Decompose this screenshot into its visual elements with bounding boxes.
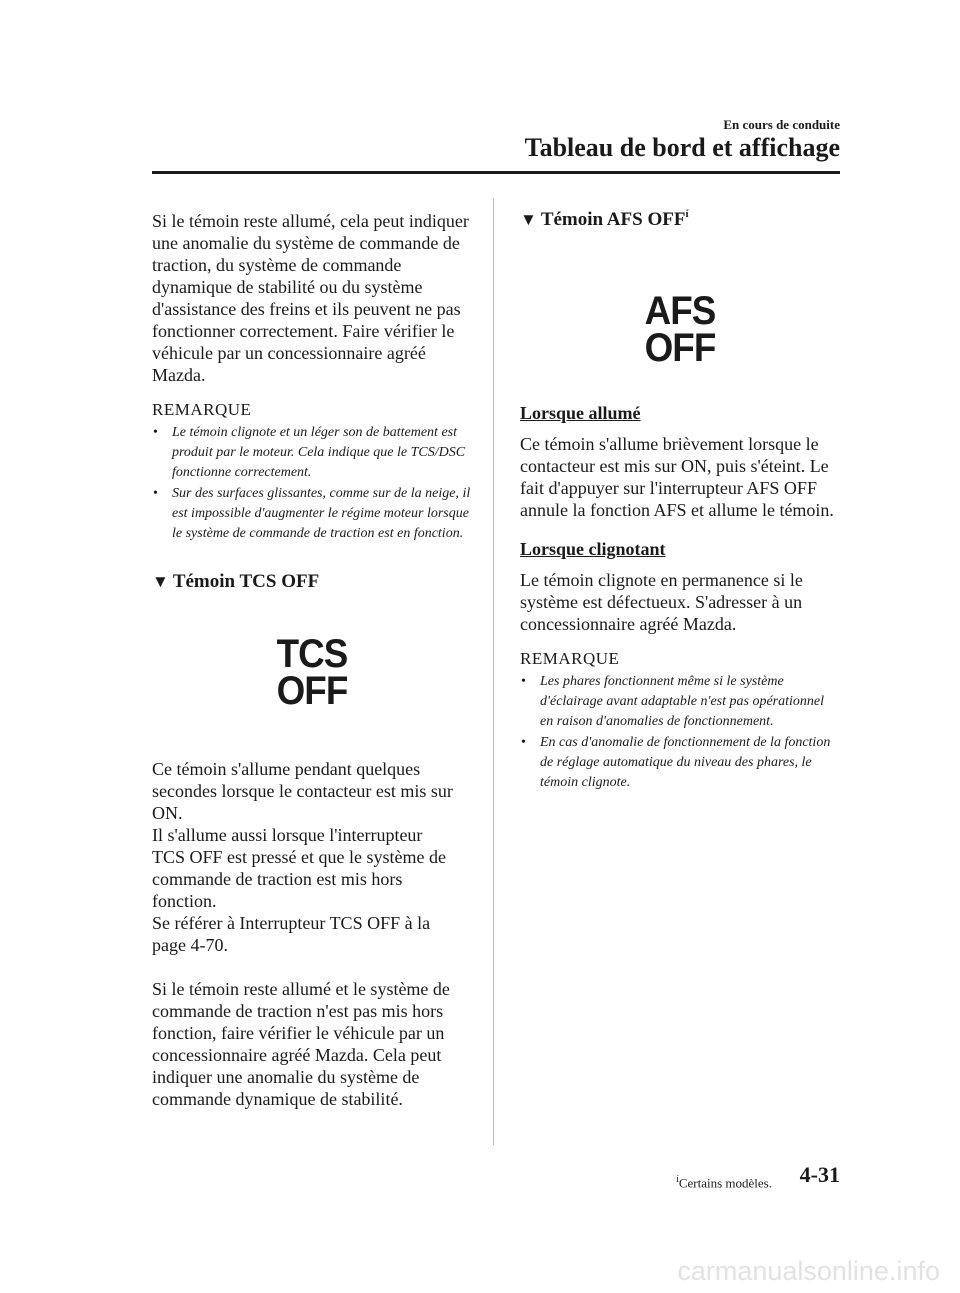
tcs-off-warning-icon: [165, 632, 459, 713]
down-triangle-icon: ▼: [520, 210, 537, 229]
afs-off-heading-text: Témoin AFS OFF: [540, 209, 686, 230]
remarque-item: [520, 672, 840, 732]
lit-subheading: Lorsque allumé: [520, 403, 641, 423]
tcs-line: secondes lorsque le contacteur est mis sur: [152, 781, 453, 801]
remarque-label: REMARQUE: [520, 649, 620, 668]
footer-model-note: [676, 1174, 772, 1191]
remarque-item-text: Les phares fonctionnent même si le système d'éclairage avant adaptable n'est pas opérationnel en raison d'anomalies de fonctionnement.: [540, 674, 824, 729]
afs-off-warning-icon: [533, 289, 827, 370]
blinking-subheading: Lorsque clignotant: [520, 539, 666, 559]
tcs-line: page 4-70.: [152, 935, 228, 955]
tcs-off-paragraph-2: Si le témoin reste allumé et le système de commande de traction n'est pas mis hors fonction, faire vérifier le véhicule par un concessionnaire agréé Mazda. Cela peut indiquer une anomalie du système de commande dynamique de stabilité.: [152, 979, 450, 1109]
remarque-label: REMARQUE: [152, 400, 252, 419]
blinking-paragraph: Le témoin clignote en permanence si le système est défectueux. S'adresser à un concessionnaire agréé Mazda.: [520, 570, 803, 634]
tcs-icon-line2: OFF: [276, 669, 348, 713]
watermark: carmanualsonline.info: [677, 1256, 940, 1286]
afs-icon-line1: AFS: [644, 289, 716, 333]
footer-model-note-text: Certains modèles.: [678, 1175, 772, 1191]
afs-icon-line2: OFF: [644, 326, 716, 370]
tcs-line: Il s'allume aussi lorsque l'interrupteur: [152, 825, 423, 845]
remarque-item-text: Le témoin clignote et un léger son de battement est produit par le moteur. Cela indique que le TCS/DSC fonctionne correctement.: [172, 425, 466, 480]
remarque-item: [152, 423, 472, 483]
tcs-line: Se référer à Interrupteur TCS OFF à la: [152, 913, 431, 933]
afs-off-heading: [520, 208, 840, 231]
bullet-icon: •: [153, 425, 158, 440]
remarque-item-text: Sur des surfaces glissantes, comme sur de la neige, il est impossible d'augmenter le régime moteur lorsque le système de commande de traction est en fonction.: [172, 486, 471, 541]
running-header-section: En cours de conduite: [723, 117, 840, 132]
left-column: [152, 210, 472, 1110]
tcs-line: ON.: [152, 803, 183, 823]
lit-paragraph: Ce témoin s'allume brièvement lorsque le contacteur est mis sur ON, puis s'éteint. Le fait d'appuyer sur l'interrupteur AFS OFF annule la fonction AFS et allume le témoin.: [520, 434, 834, 520]
bullet-icon: •: [521, 735, 526, 750]
tcs-line: TCS OFF est pressé et que le système de: [152, 847, 446, 867]
tcs-off-heading-text: Témoin TCS OFF: [172, 571, 320, 592]
model-note-mark: í: [676, 1174, 679, 1185]
header-rule: [152, 171, 840, 174]
model-note-mark: í: [685, 208, 689, 220]
column-divider: [493, 198, 494, 1145]
remarque-list: [152, 423, 472, 544]
tcs-off-heading: [152, 571, 472, 593]
page-number: 4-31: [799, 1162, 840, 1187]
right-column: [520, 208, 840, 794]
tcs-off-description: [152, 758, 472, 956]
remarque-item-text: En cas d'anomalie de fonctionnement de la fonction de réglage automatique du niveau des phares, le témoin clignote.: [540, 735, 831, 790]
bullet-icon: •: [153, 486, 158, 501]
running-header-title: Tableau de bord et affichage: [524, 133, 840, 162]
remarque-item: [152, 484, 472, 544]
bullet-icon: •: [521, 674, 526, 689]
remarque-list: [520, 672, 840, 793]
remarque-item: [520, 733, 840, 793]
down-triangle-icon: ▼: [152, 572, 169, 591]
tcs-line: commande de traction est mis hors: [152, 869, 403, 889]
tcs-line: fonction.: [152, 891, 217, 911]
tcs-icon-line1: TCS: [276, 632, 348, 676]
intro-paragraph: Si le témoin reste allumé, cela peut indiquer une anomalie du système de commande de traction, du système de commande dynamique de stabilité ou du système d'assistance des freins et ils peuvent ne pas fonctionner correctement. Faire vérifier le véhicule par un concessionnaire agréé Mazda.: [152, 211, 469, 385]
tcs-line: Ce témoin s'allume pendant quelques: [152, 759, 421, 779]
